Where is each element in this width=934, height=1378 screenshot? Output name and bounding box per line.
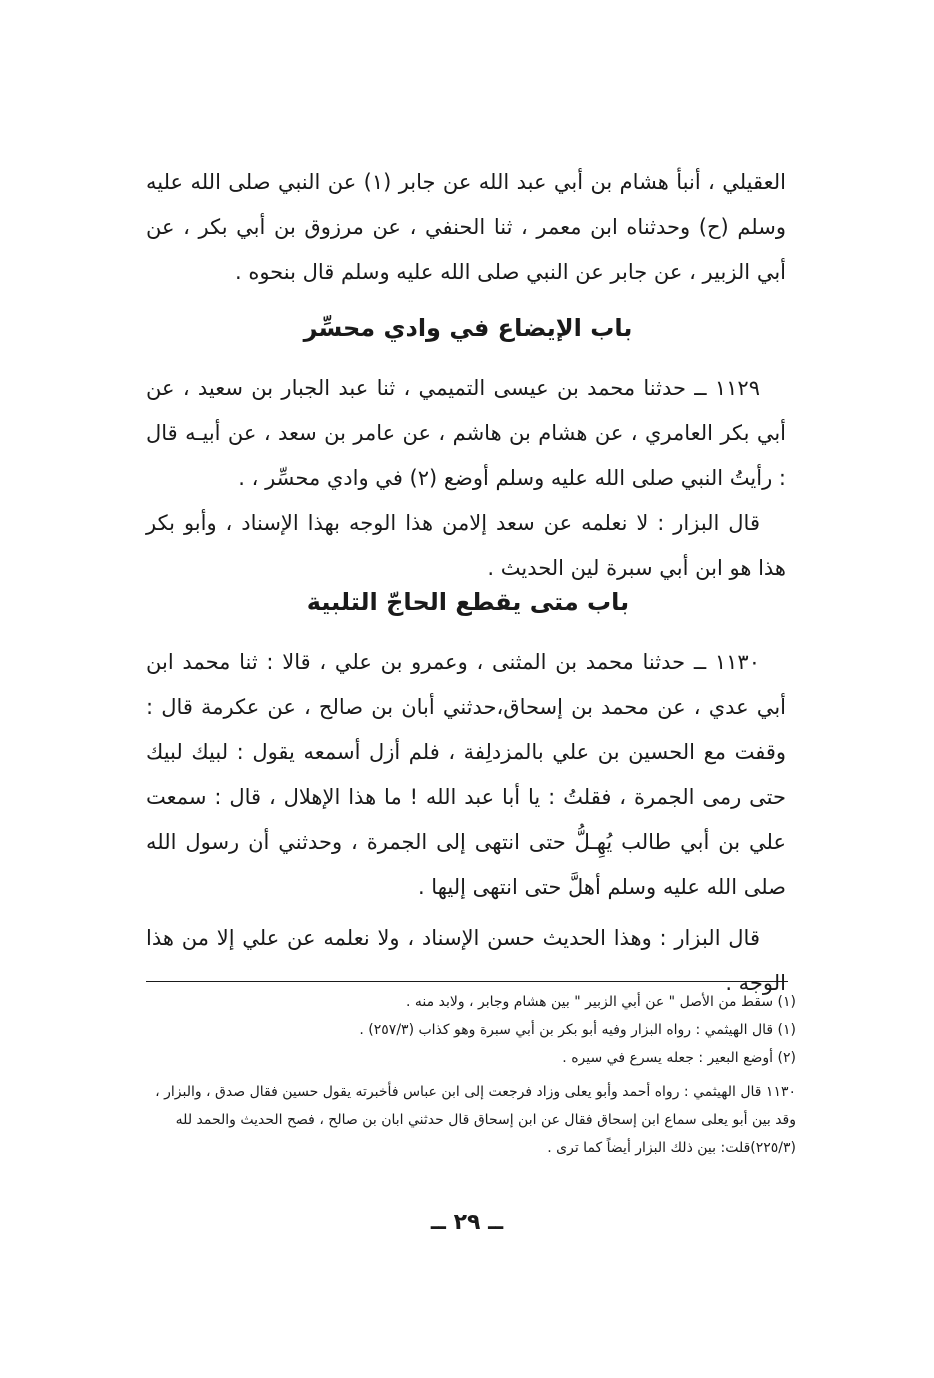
- bazzar-comment-1130: قال البزار : وهذا الحديث حسن الإسناد ، ولا نعلمه عن علي إلا من هذا الوجه .: [146, 926, 786, 995]
- page-number: ــ ٢٩ ــ: [430, 1210, 504, 1235]
- intro-paragraph: [146, 160, 786, 295]
- footnote-3: (٢) أوضع البعير : جعله يسرع في سيره .: [562, 1050, 796, 1066]
- section-heading-wadi-muhassir: باب الإيضاع في وادي محسِّر: [303, 314, 633, 342]
- footnote-1130: ١١٣٠ قال الهيثمي : رواه أحمد وأبو يعلى وزاد فرجعت إلى ابن عباس فأخبرته يقول حسين فقال صدق ، والبزار ، وقد بين أبو يعلى سماع ابن إسحاق فقال عن ابن إسحاق قال حدثني ابان بن صالح ، فصح الحديث والحمد لله (٢٢٥/٣)قلت: بين ذلك البزار أيضاً كما ترى .: [155, 1084, 796, 1156]
- hadith-1130: ١١٣٠ ــ حدثنا محمد بن المثنى ، وعمرو بن علي ، قالا : ثنا محمد ابن أبي عدي ، عن محمد بن إسحاق،حدثني أبان بن صالح ، عن عكرمة قال : وقفت مع الحسين بن علي بالمزدلِفة ، فلم أزل أسمعه يقول : لبيك لبيك حتى رمى الجمرة ، فقلتُ : يا أبا عبد الله ! ما هذا الإهلال ، قال : سمعت علي بن أبي طالب يُهِـلُّ حتى انتهى إلى الجمرة ، وحدثني أن رسول الله صلى الله عليه وسلم أهلَّ حتى انتهى إليها .: [146, 650, 786, 899]
- section-heading-talbiya: باب متى يقطع الحاجّ التلبية: [306, 588, 630, 616]
- footnotes: [136, 988, 796, 1162]
- footnote-1: (١) سقط من الأصل " عن أبي الزبير " بين هشام وجابر ، ولابد منه .: [406, 994, 796, 1010]
- hadith-1129: ١١٢٩ ــ حدثنا محمد بن عيسى التميمي ، ثنا عبد الجبار بن سعيد ، عن أبي بكر العامري ، عن هشام بن هاشم ، عن عامر بن سعد ، عن أبيـه قال : رأيتُ النبي صلى الله عليه وسلم أوضع (٢) في وادي محسِّر ، .: [146, 376, 786, 490]
- footnote-divider: [146, 981, 788, 982]
- section-1-body: [146, 366, 786, 591]
- section-2-body: [146, 640, 786, 1006]
- bazzar-comment-1129: قال البزار : لا نعلمه عن سعد إلامن هذا الوجه بهذا الإسناد ، وأبو بكر هذا هو ابن أبي سبرة لين الحديث .: [146, 511, 786, 580]
- footnote-2: (١) قال الهيثمي : رواه البزار وفيه أبو بكر بن أبي سبرة وهو كذاب (٢٥٧/٣) .: [359, 1022, 796, 1038]
- intro-text: العقيلي ، أنبأ هشام بن أبي عبد الله عن جابر (١) عن النبي صلى الله عليه وسلم (ح) وحدثناه ابن معمر ، ثنا الحنفي ، عن مرزوق بن أبي بكر ، عن أبي الزبير ، عن جابر عن النبي صلى الله عليه وسلم قال بنحوه .: [146, 170, 786, 284]
